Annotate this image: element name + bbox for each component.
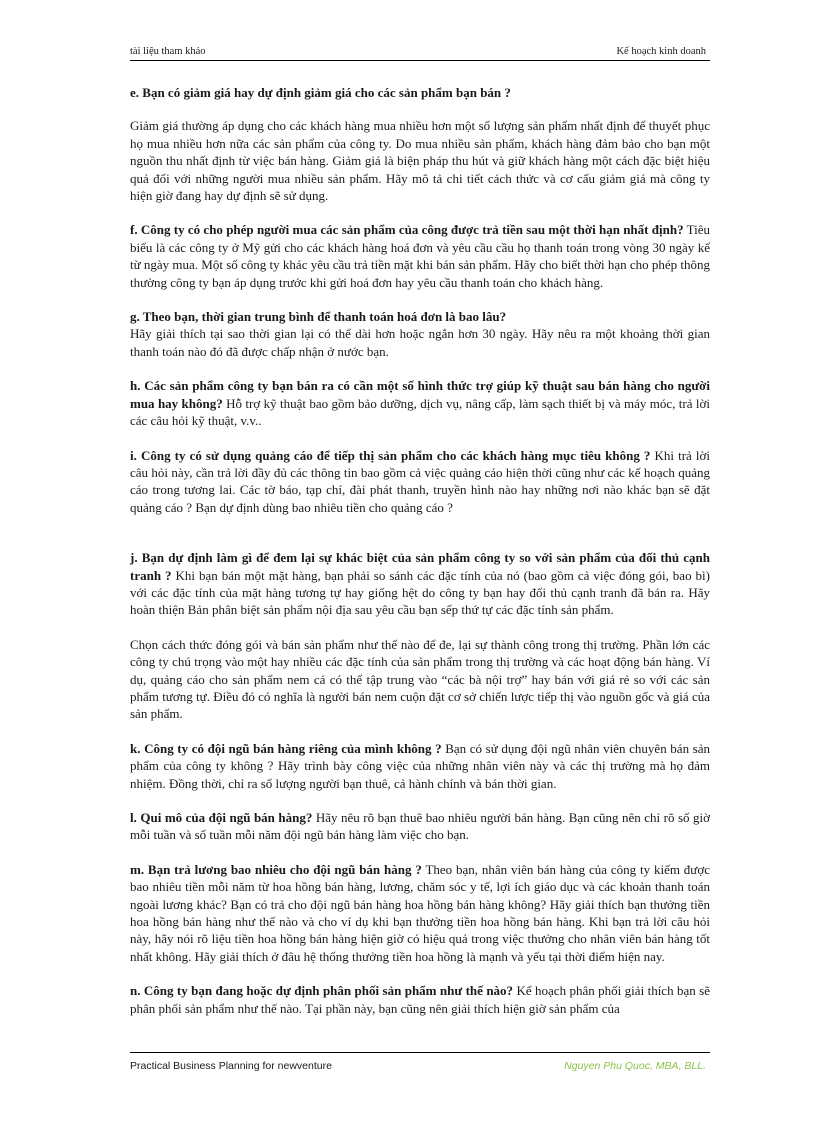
section-i-body: Khi trả lời câu hỏi này, cần trả lời đầy đủ các thông tin bao gồm cả việc quảng cáo hiện thời cũng như các kế hoạch quảng cáo trong tương lai. Các tờ báo, tạp chí, đài phát thanh, truyền hình nào hay những nơi nào khác bạn sẽ đặt quảng cáo ? Bạn dự định dùng bao nhiêu tiền cho quảng cáo ? <box>130 447 711 515</box>
section-j-body2: Chọn cách thức đóng gói và bán sản phẩm như thế nào để đe, lại sự thành công trong thị trường. Phần lớn các công ty chú trọng vào một hay nhiều các đặc tính của sản phẩm trong thị trường và các hoạt động bán hàng. Ví dụ, quảng cáo cho sản phẩm nem cá có thể tập trung vào “các bà nội trợ” hay bán với giá rẻ so với các sản phẩm tương tự. Điều đó có nghĩa là người bán nem cuộn đặt cơ sở chiến lược tiếp thị vào nguồn gốc và giá của sản phẩm. <box>130 636 710 722</box>
section-k <box>130 740 710 792</box>
section-j-body: Khi bạn bán một mặt hàng, bạn phải so sánh các đặc tính của nó (bao gồm cả việc đóng gói, bao bì) với các đặc tính của mặt hàng tương tự hay giống hệt do công ty bạn hay đối thủ cạnh tranh đã bán ra. Hãy hoàn thiện Bản phân biệt sản phẩm nội địa sau yêu cầu bạn sếp thứ tự các đặc tính sản phẩm. <box>130 567 710 618</box>
section-j-lead: j. Bạn dự định làm gì để đem lại sự khác biệt của sản phẩm công ty so với sản phẩm của đối thủ cạnh tranh ? <box>130 550 710 583</box>
section-m <box>130 861 710 965</box>
document-body <box>130 84 710 1034</box>
section-l-lead: l. Qui mô của đội ngũ bán hàng? <box>130 810 313 825</box>
section-e-body: Giảm giá thường áp dụng cho các khách hàng mua nhiều hơn một số lượng sản phẩm nhất định để thuyết phục họ mua nhiều hơn nữa các sản phẩm của công ty. Do mua nhiều sản phẩm, khách hàng đảm bảo cho bạn một nguồn thu nhất định từ việc bán hàng. Giảm giá là biện pháp thu hút và giữ khách hàng một cách đặc biệt hiệu quả đối với những người mua nhiều sản phẩm. Hãy mô tả chi tiết cách thức và cơ cấu giảm giá mà công ty hiện giờ đang hay dự định sẽ sử dụng. <box>130 118 710 204</box>
section-f <box>130 221 710 291</box>
section-j <box>130 549 710 619</box>
section-g-body: Hãy giải thích tại sao thời gian lại có thể dài hơn hoặc ngắn hơn 30 ngày. Hãy nêu ra một khoảng thời gian thanh toán nào đó đã được chấp nhận ở nước bạn. <box>130 326 710 359</box>
section-g-lead: g. Theo bạn, thời gian trung bình để thanh toán hoá đơn là bao lâu? <box>130 309 507 325</box>
footer-right: Nguyen Phu Quoc, MBA, BLL. <box>564 1060 706 1072</box>
section-f-lead: f. Công ty có cho phép người mua các sản phẩm của công được trả tiền sau một thời hạn nhất định? <box>130 222 684 238</box>
header-right: Kế hoạch kinh doanh <box>616 46 706 57</box>
header-left: tài liệu tham khảo <box>130 46 206 57</box>
section-l-body: Hãy nêu rõ bạn thuê bao nhiêu người bán hàng. Bạn cũng nên chỉ rõ số giờ mỗi tuần và số tuần mỗi năm đội ngũ bán hàng làm việc cho bạn. <box>130 810 710 843</box>
section-h <box>130 377 710 429</box>
section-h-lead: h. Các sản phẩm công ty bạn bán ra có cần một số hình thức trợ giúp kỹ thuật sau bán hàng cho người mua hay không? <box>130 378 710 411</box>
section-g <box>130 308 710 360</box>
page-header <box>130 46 710 61</box>
page-footer <box>130 1052 710 1073</box>
section-n-lead: n. Công ty bạn đang hoặc dự định phân phối sản phẩm như thế nào? <box>130 983 514 999</box>
section-l <box>130 809 710 844</box>
section-n-body: Kế hoạch phân phối giải thích bạn sẽ phân phối sản phẩm như thế nào. Tại phần này, bạn cũng nên giải thích hiện giờ sản phẩm của <box>130 983 710 1016</box>
section-f-body: Tiêu biểu là các công ty ở Mỹ gửi cho các khách hàng hoá đơn và yêu cầu cầu họ thanh toán trong vòng 30 ngày kể từ ngày mua. Một số công ty khác yêu cầu trả tiền mặt khi bán sản phẩm. Hãy cho biết thời hạn cho phép thông thường công ty bạn áp dụng trước khi gửi hoá đơn hay yêu cầu thanh toán cho khách hàng. <box>130 222 711 290</box>
footer-left: Practical Business Planning for newventure <box>130 1060 332 1072</box>
section-n <box>130 982 710 1017</box>
section-m-body: Theo bạn, nhân viên bán hàng của công ty kiếm được bao nhiêu tiền mỗi năm từ hoa hồng bán hàng, lương, chăm sóc y tế, lợi ích giáo dục và các khoản thanh toán ngoài lương khác? Bạn có trả cho đội ngũ bán hàng hoa hồng bán hàng không? Hãy giải thích bạn thưởng tiền hoa hồng bán hàng như thế nào và cho ví dụ khi bạn thưởng tiền hoa hồng bán hàng. Khi bạn trả lời câu hỏi này, hãy nói rõ liệu tiền hoa hồng bán hàng hiện giờ có hiệu quả trong việc thưởng cho nhân viên bán hàng tốt nhất không. Hãy giải thích ở đâu hệ thống thưởng tiền hoa hồng là mạnh và yếu tại thời điểm hiện nay. <box>130 861 710 964</box>
section-k-lead: k. Công ty có đội ngũ bán hàng riêng của mình không ? <box>130 740 442 756</box>
section-i <box>130 447 710 517</box>
section-m-lead: m. Bạn trả lương bao nhiêu cho đội ngũ bán hàng ? <box>130 861 422 877</box>
section-i-lead: i. Công ty có sử dụng quảng cáo để tiếp thị sản phẩm cho các khách hàng mục tiêu không ? <box>130 447 651 463</box>
section-k-body: Bạn có sử dụng đội ngũ nhân viên chuyên bán sản phẩm của công ty không ? Hãy trình bày công việc của những nhân viên này và các thị trường mà họ đảm nhiệm. Đồng thời, chỉ ra số lượng người bạn thuê, cả hành chính và bán thời gian. <box>130 740 710 791</box>
section-e-title: e. Bạn có giảm giá hay dự định giảm giá cho các sản phẩm bạn bán ? <box>130 85 511 100</box>
section-h-body: Hỗ trợ kỹ thuật bao gồm bảo dưỡng, dịch vụ, nâng cấp, làm sạch thiết bị và máy móc, trả lời các câu hỏi kỹ thuật, v.v.. <box>130 395 710 429</box>
